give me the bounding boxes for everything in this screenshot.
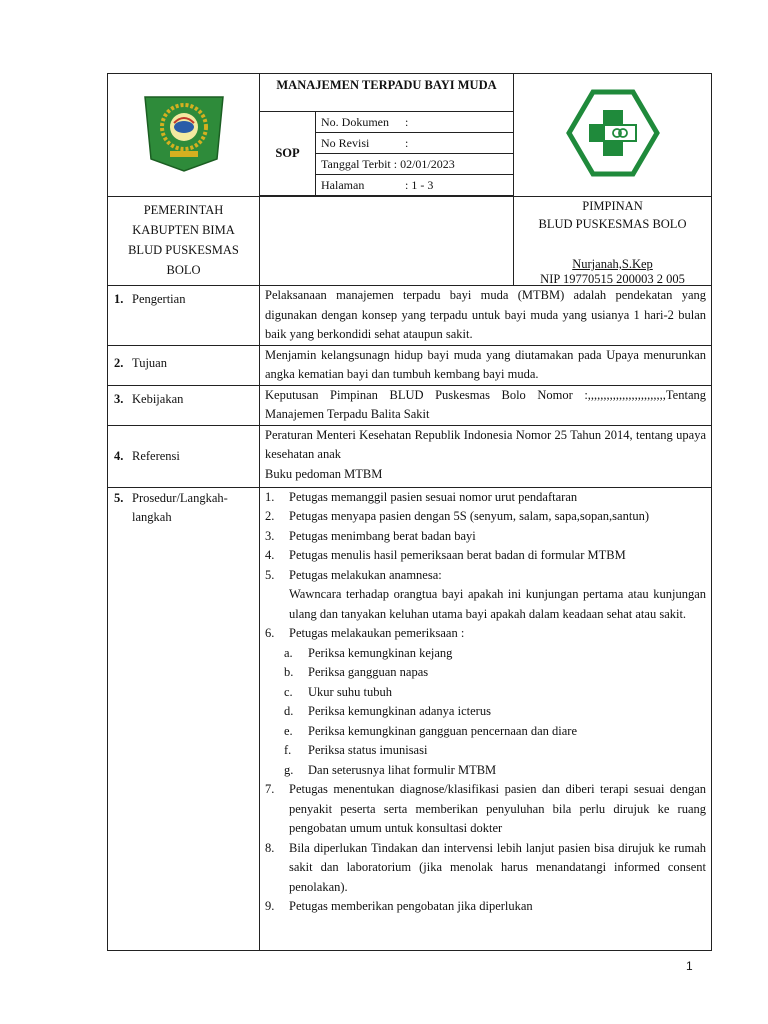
sub-list-item: g. Dan seterusnya lihat formulir MTBM (284, 762, 497, 777)
meta-document-number: No. Dokumen : (316, 112, 514, 133)
sop-document (107, 73, 711, 951)
leader-block (514, 197, 712, 286)
section-label-referensi: 4. Referensi (108, 425, 260, 487)
list-item: 1. Petugas memanggil pasien sesuai nomor urut pendaftaran (265, 489, 578, 504)
sub-list-item: f. Periksa status imunisasi (284, 743, 428, 757)
section-label-tujuan: 2. Tujuan (108, 345, 260, 385)
list-item: 2. Petugas menyapa pasien dengan 5S (senyum, salam, sapa,sopan,santun) (265, 509, 649, 523)
leader-nip: NIP 19770515 200003 2 005 (540, 272, 685, 286)
document-title: MANAJEMEN TERPADU BAYI MUDA (260, 74, 514, 112)
puskesmas-logo-cell (514, 74, 712, 197)
list-item: 9. Petugas memberikan pengobatan jika diperlukan (265, 899, 533, 913)
section-content-referensi: Peraturan Menteri Kesehatan Republik Indonesia Nomor 25 Tahun 2014, tentang upaya kesehatan anak Buku pedoman MTBM (260, 425, 712, 487)
leader-title: PIMPINAN (582, 199, 643, 213)
page-number: 1 (686, 959, 693, 973)
list-item: 4. Petugas menulis hasil pemeriksaan berat badan di formular MTBM (265, 548, 626, 562)
section-label-pengertian: 1. Pengertian (108, 286, 260, 346)
list-item: 8. Bila diperlukan Tindakan dan intervensi lebih lanjut pasien bisa dirujuk ke rumah sakit dan laboratorium (jika menolak harus menandatangi informed consent penolakan). (265, 840, 707, 894)
list-item-continuation: Wawncara terhadap orangtua bayi apakah ini kunjungan pertama atau kunjungan ulang dan tanyakan keluhan utama bayi apakah dalam keadaan sehat atau sakit. (289, 587, 707, 621)
sub-list-item: c. Ukur suhu tubuh (284, 684, 393, 699)
sub-list-item: a. Periksa kemungkinan kejang (284, 645, 453, 660)
sub-list-item: b. Periksa gangguan napas (284, 665, 429, 679)
section-content-tujuan: Menjamin kelangsunagn hidup bayi muda yang diutamakan pada Upaya menurunkan angka kematian bayi dan tumbuh kembang bayi muda. (260, 345, 712, 385)
list-item: 3. Petugas menimbang berat badan bayi (265, 528, 476, 543)
meta-issue-date: Tanggal Terbit : 02/01/2023 (316, 154, 514, 175)
signature-space (260, 197, 514, 286)
sop-table (107, 73, 712, 951)
sop-label: SOP (260, 112, 316, 196)
list-item: 7. Petugas menentukan diagnose/klasifikasi pasien dan diberi terapi sesuai dengan penyakit peserta serta memberikan penyuluhan bila perlu dirujuk ke ruang pengobatan umum untuk konsultasi dokter (265, 782, 707, 835)
list-item: 6. Petugas melakaukan pemeriksaan : (265, 626, 465, 640)
section-label-kebijakan: 3. Kebijakan (108, 385, 260, 425)
sub-list-item: d. Periksa kemungkinan adanya icterus (284, 704, 491, 718)
meta-revision: No Revisi : (316, 133, 514, 154)
leader-title-2: BLUD PUSKESMAS BOLO (538, 217, 687, 231)
list-item: 5. Petugas melakukan anamnesa: (265, 567, 442, 582)
leader-name: Nurjanah,S.Kep (572, 257, 653, 271)
section-content-pengertian: Pelaksanaan manajemen terpadu bayi muda (MTBM) adalah pendekatan yang digunakan dengan konsep yang terpadu untuk bayi muda yang usianya 1 hari-2 bulan baik yang berkondidi sehat ataupun sakit. (260, 286, 712, 346)
sub-list-item: e. Periksa kemungkinan gangguan pencernaan dan diare (284, 723, 577, 738)
regency-logo-cell (108, 74, 260, 197)
organization-name: PEMERINTAH KABUPTEN BIMA BLUD PUSKESMAS BOLO (108, 197, 260, 286)
section-content-kebijakan: Keputusan Pimpinan BLUD Puskesmas Bolo Nomor :,,,,,,,,,,,,,,,,,,,,,,,,,Tentang Manajemen Terpadu Balita Sakit (260, 385, 712, 425)
meta-page: Halaman : 1 - 3 (316, 175, 514, 196)
section-content-prosedur (260, 487, 712, 950)
bima-regency-seal-icon (137, 93, 231, 173)
section-label-prosedur: 5. Prosedur/Langkah-langkah (108, 487, 260, 950)
puskesmas-cross-icon (565, 88, 661, 178)
